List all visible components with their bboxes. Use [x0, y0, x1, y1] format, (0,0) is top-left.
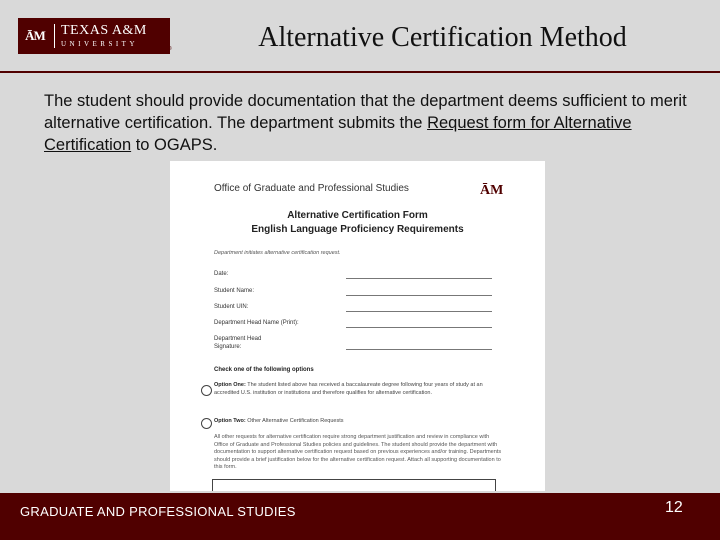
form-title: Alternative Certification Form [287, 210, 428, 221]
footer-bar [0, 493, 720, 540]
form-field-label: Student Name: [214, 288, 255, 294]
form-field-line [346, 349, 492, 350]
logo-name: TEXAS A&M [61, 23, 147, 38]
form-subtitle: English Language Proficiency Requirements [251, 224, 464, 235]
form-check-label: Check one of the following options [214, 367, 314, 373]
form-field-line [346, 295, 492, 296]
body-text-start: The student should provide documentation that the department deems sufficient to merit alternative certification. The department submits the [44, 92, 687, 132]
atm-logo-icon: ĀM [25, 28, 45, 43]
form-atm-logo-icon: ĀM [480, 183, 504, 198]
logo-divider [54, 24, 55, 48]
slide-title: Alternative Certification Method [258, 22, 627, 53]
form-field-line [346, 278, 492, 279]
form-field-label: Date: [214, 271, 229, 277]
option-two-radio [201, 418, 212, 429]
option-one-text: Option One: The student listed above has received a baccalaureate degree following four years of study at an accredited U.S. institution or institutions and therefore qualifies for alternative certification. [214, 382, 483, 396]
form-field-label: Department Head Signature: [214, 336, 262, 350]
form-field-line [346, 311, 492, 312]
option-one-radio [201, 385, 212, 396]
option-two-paragraph: All other requests for alternative certification require strong department justification and review in compliance with Office of Graduate and Professional Studies policies and guidelines. The student should provide the department with documentation to support alternative certification request based on previous experiences and/or training. Departments should provide a brief justification below for the alternative certification request. Attach all supporting documentation to this form. [214, 434, 502, 470]
form-field-label: Department Head Name (Print): [214, 320, 299, 326]
page-number: 12 [665, 499, 683, 516]
logo-subtitle: UNIVERSITY [61, 40, 138, 48]
form-office-name: Office of Graduate and Professional Studies [214, 183, 409, 194]
option-two-text: Option Two: Other Alternative Certification Requests [214, 418, 344, 424]
body-paragraph [44, 90, 694, 156]
justification-box [212, 479, 496, 491]
form-image [170, 161, 545, 491]
form-field-line [346, 327, 492, 328]
tamu-logo [18, 18, 170, 54]
footer-text: GRADUATE AND PROFESSIONAL STUDIES [20, 504, 296, 519]
form-intro: Department initiates alternative certification request. [214, 250, 341, 256]
request-form-link[interactable]: Request form for Alternative Certification [44, 114, 632, 154]
trademark-mark: ® [168, 46, 172, 52]
header-divider [0, 71, 720, 73]
form-field-label: Student UIN: [214, 304, 249, 310]
body-text-end: to OGAPS. [131, 136, 218, 154]
